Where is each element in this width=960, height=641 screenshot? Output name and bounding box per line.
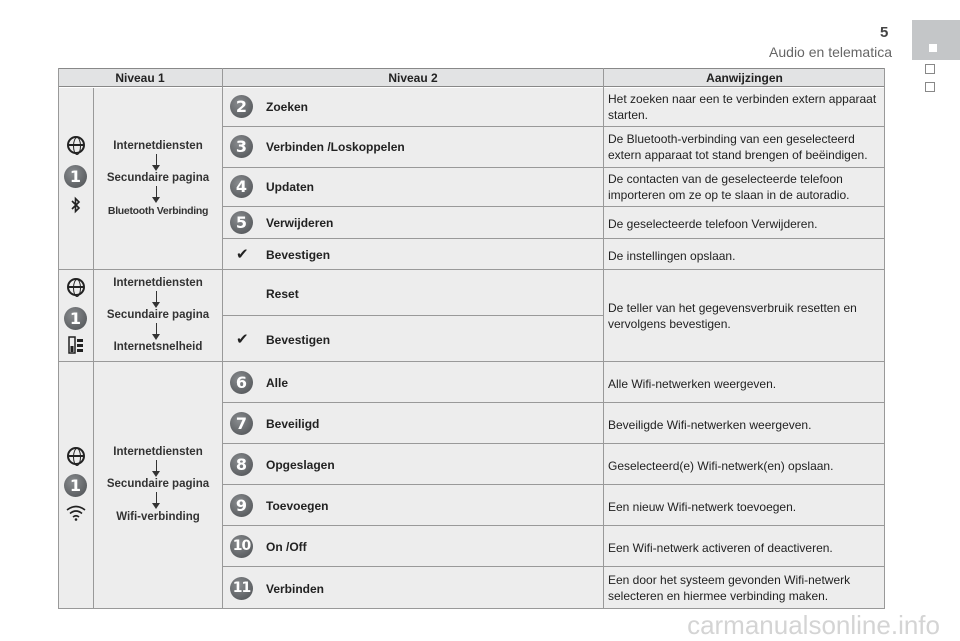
option-label: Zoeken [266,100,309,114]
path-arrow [156,492,157,505]
chapter-marker [925,82,935,92]
path-step-3: Wifi-verbinding [116,511,200,523]
step-badge: 10 [230,535,253,558]
path-step-3: Bluetooth Verbinding [107,205,209,217]
path-step-1: Internetdiensten [113,277,203,289]
option-label: Bevestigen [266,248,331,262]
option-label: Updaten [266,180,314,194]
table-bottom [58,608,885,609]
step-badge: 11 [230,577,253,600]
option-description: Een nieuw Wifi-netwerk toevoegen. [608,500,797,514]
option-label: Reset [266,287,299,301]
row-divider [223,167,885,168]
globe-icon [67,447,85,465]
step-badge: 4 [230,175,253,198]
step-badge: 3 [230,135,253,158]
option-description: Alle Wifi-netwerken weergeven. [608,377,777,391]
header-level2: Niveau 2 [223,68,603,87]
check-icon: ✔ [236,330,249,348]
option-description: De Bluetooth-verbinding van een geselecteerd extern apparaat tot stand brengen of beëindigen. [608,132,868,162]
group-divider [58,269,885,270]
col-divider [222,68,223,609]
row-divider [223,238,885,239]
option-label: Verwijderen [266,216,334,230]
chapter-tab [912,20,960,60]
path-arrow [156,323,157,336]
row-divider [223,126,885,127]
row-divider [223,484,885,485]
step-badge: 1 [64,165,87,188]
step-badge: 2 [230,95,253,118]
globe-icon [67,278,85,296]
path-step-1: Internetdiensten [113,140,203,152]
check-icon: ✔ [236,245,249,263]
row-divider [223,443,885,444]
row-divider [223,206,885,207]
data-usage-icon [68,336,84,358]
wifi-icon [66,505,86,525]
watermark: carmanualsonline.info [687,610,940,640]
group-divider [58,361,885,362]
option-description: Het zoeken naar een te verbinden extern apparaat starten. [608,92,877,122]
option-description: De contacten van de geselecteerde telefoon importeren om ze op te slaan in de autoradio. [608,172,850,202]
option-label: Alle [266,376,289,390]
row-divider [223,315,604,316]
option-label: Toevoegen [266,499,329,513]
option-label: Beveiligd [266,417,320,431]
step-badge: 7 [230,412,253,435]
settings-table [58,68,885,609]
path-step-2: Secundaire pagina [106,309,210,321]
option-label: Verbinden [266,582,325,596]
path-step-2: Secundaire pagina [106,478,210,490]
step-badge: 8 [230,453,253,476]
row-divider [223,525,885,526]
step-badge: 6 [230,371,253,394]
option-description: Geselecteerd(e) Wifi-netwerk(en) opslaan. [608,459,834,473]
path-step-2: Secundaire pagina [106,172,210,184]
path-arrow [156,460,157,473]
step-badge: 5 [230,211,253,234]
option-description: Beveiligde Wifi-netwerken weergeven. [608,418,812,432]
col-divider [93,88,94,609]
step-badge: 9 [230,494,253,517]
globe-icon [67,136,85,154]
col-divider [58,68,59,609]
option-description: Een Wifi-netwerk activeren of deactiveren. [608,541,833,555]
path-arrow [156,154,157,167]
step-badge: 1 [64,307,87,330]
option-description: Een door het systeem gevonden Wifi-netwerk selecteren en hiermee verbinding maken. [608,573,851,603]
option-label: Bevestigen [266,333,331,347]
header-level1: Niveau 1 [58,68,222,87]
path-step-3: Internetsnelheid [113,341,203,353]
option-label: Opgeslagen [266,458,335,472]
section-title: Audio en telematica [769,44,892,60]
page-number: 5 [880,24,889,41]
col-divider [884,68,885,609]
path-arrow [156,291,157,304]
option-description: De instellingen opslaan. [608,249,736,263]
option-label: Verbinden /Loskoppelen [266,140,405,154]
option-description: De geselecteerde telefoon Verwijderen. [608,217,818,231]
path-arrow [156,186,157,199]
chapter-marker [925,64,935,74]
col-divider [603,68,604,609]
step-badge: 1 [64,474,87,497]
row-divider [223,566,885,567]
option-description: De teller van het gegevensverbruik resetten en vervolgens bevestigen. [608,301,857,331]
row-divider [223,402,885,403]
bluetooth-icon [70,196,82,218]
option-label: On /Off [266,540,307,554]
path-step-1: Internetdiensten [113,446,203,458]
header-notes: Aanwijzingen [604,68,885,87]
